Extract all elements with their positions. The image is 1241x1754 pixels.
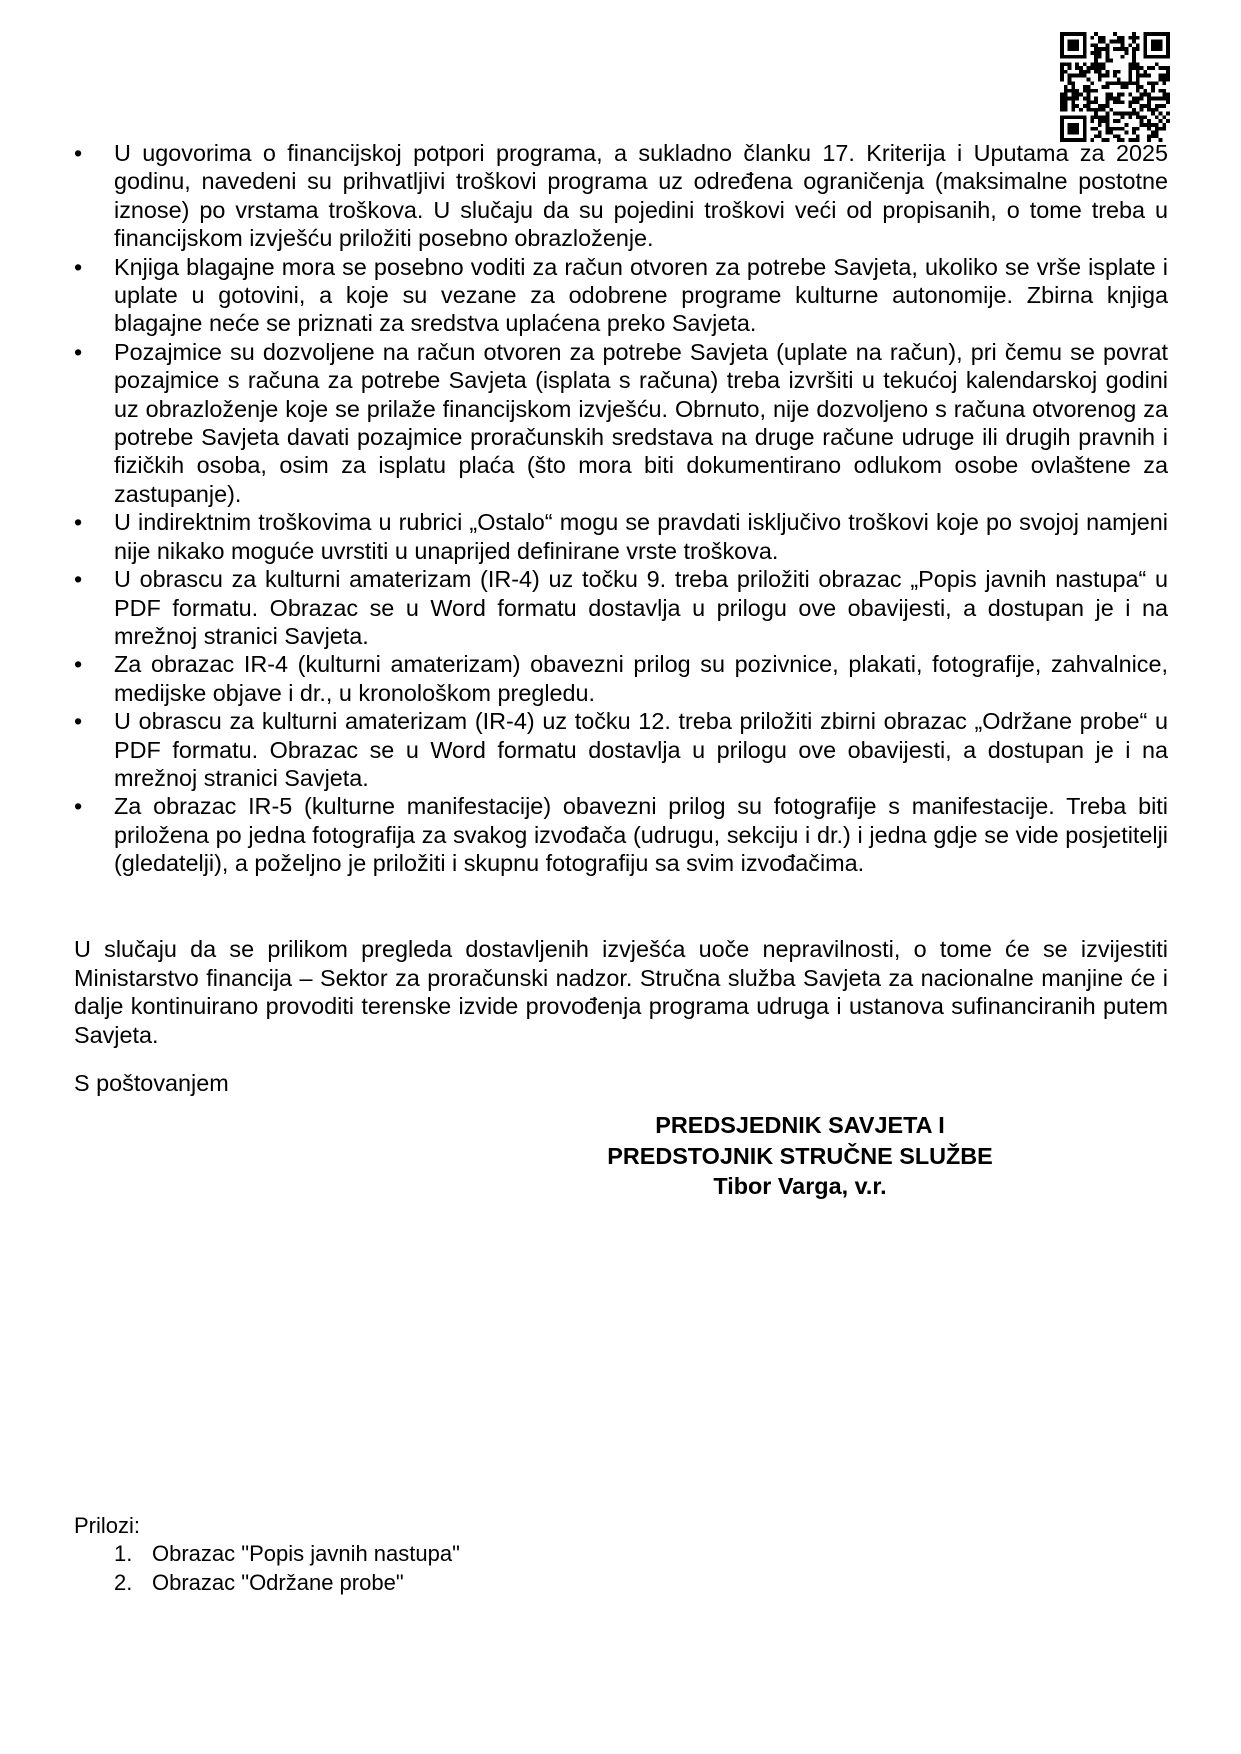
greeting: S poštovanjem <box>74 1070 229 1096</box>
signature-title-line-1: PREDSJEDNIK SAVJETA I <box>655 1112 945 1138</box>
attachment-item <box>114 1540 460 1569</box>
bullet-icon: • <box>74 253 83 280</box>
list-item: • Pozajmice su dozvoljene na račun otvoren za potrebe Savjeta (uplate na račun), pri čemu se povrat pozajmice s računa za potrebe Savjeta (isplata s računa) treba izvršiti u tekućoj kalendarskoj godini uz obrazloženje koje se prilaže financijskom izvješću. Obrnuto, nije dozvoljeno s računa otvorenog za potrebe Savjeta davati pozajmice proračunskih sredstava na druge račune udruge ili drugih pravnih i fizičkih osoba, osim za isplatu plaća (što mora biti dokumentirano odlukom osobe ovlaštene za zastupanje). <box>74 338 1168 507</box>
attachments-list <box>114 1540 460 1597</box>
bullet-icon: • <box>74 566 83 593</box>
qr-code-icon <box>1060 32 1170 142</box>
signature-block <box>570 1110 1030 1202</box>
attachment-number: 1. <box>114 1541 133 1566</box>
attachment-label: Obrazac "Popis javnih nastupa" <box>152 1541 460 1566</box>
bullet-icon: • <box>74 140 83 166</box>
list-item: • U obrascu za kulturni amaterizam (IR-4) uz točku 9. treba priložiti obrazac „Popis javnih nastupa“ u PDF formatu. Obrazac se u Word formatu dostavlja u prilogu ove obavijesti, a dostupan je i na mrežnoj stranici Savjeta. <box>74 566 1168 649</box>
attachments-title: Prilozi: <box>74 1513 141 1538</box>
bullet-icon: • <box>74 708 83 735</box>
requirements-list <box>74 139 1168 878</box>
bullet-icon: • <box>74 651 83 678</box>
bullet-icon: • <box>74 793 83 820</box>
bullet-icon: • <box>74 509 83 536</box>
list-item: • Za obrazac IR-4 (kulturni amaterizam) obavezni prilog su pozivnice, plakati, fotografije, zahvalnice, medijske objave i dr., u kronološkom pregledu. <box>74 651 1168 706</box>
attachment-item <box>114 1569 460 1598</box>
list-item: • U indirektnim troškovima u rubrici „Ostalo“ mogu se pravdati isključivo troškovi koje po svojoj namjeni nije nikako moguće uvrstiti u unaprijed definirane vrste troškova. <box>74 509 1168 564</box>
list-item: • Knjiga blagajne mora se posebno voditi za račun otvoren za potrebe Savjeta, ukoliko se vrše isplate i uplate u gotovini, a koje su vezane za odobrene programe kulturne autonomije. Zbirna knjiga blagajne neće se priznati za sredstva uplaćena preko Savjeta. <box>74 253 1168 337</box>
list-item: • Za obrazac IR-5 (kulturne manifestacije) obavezni prilog su fotografije s manifestacije. Treba biti priložena po jedna fotografija za svakog izvođača (udrugu, sekciju i dr.) i jedna gdje se vide posjetitelji (gledatelji), a poželjno je priložiti i skupnu fotografiju sa svim izvođačima. <box>74 793 1168 877</box>
list-item: • U obrascu za kulturni amaterizam (IR-4) uz točku 12. treba priložiti zbirni obrazac „Održane probe“ u PDF formatu. Obrazac se u Word formatu dostavlja u prilogu ove obavijesti, a dostupan je i na mrežnoj stranici Savjeta. <box>74 708 1168 791</box>
attachment-label: Obrazac "Održane probe" <box>152 1569 404 1595</box>
closing-paragraph: U slučaju da se prilikom pregleda dostavljenih izvješća uoče nepravilnosti, o tome će se izvijestiti Ministarstvo financija – Sektor za proračunski nadzor. Stručna služba Savjeta za nacionalne manjine će i dalje kontinuirano provoditi terenske izvide provođenja programa udruga i ustanova sufinanciranih putem Savjeta. <box>74 936 1168 1048</box>
signature-title-line-2: PREDSTOJNIK STRUČNE SLUŽBE <box>607 1142 993 1169</box>
signatory-name: Tibor Varga, v.r. <box>713 1173 887 1199</box>
bullet-icon: • <box>74 338 83 365</box>
attachment-number: 2. <box>114 1569 133 1595</box>
list-item: • U ugovorima o financijskoj potpori programa, a sukladno članku 17. Kriterija i Uputama za 2025 godinu, navedeni su prihvatljivi troškovi programa uz određena ograničenja (maksimalne postotne iznose) po vrstama troškova. U slučaju da su pojedini troškovi veći od propisanih, o tome treba u financijskom izvješću priložiti posebno obrazloženje. <box>74 140 1168 252</box>
